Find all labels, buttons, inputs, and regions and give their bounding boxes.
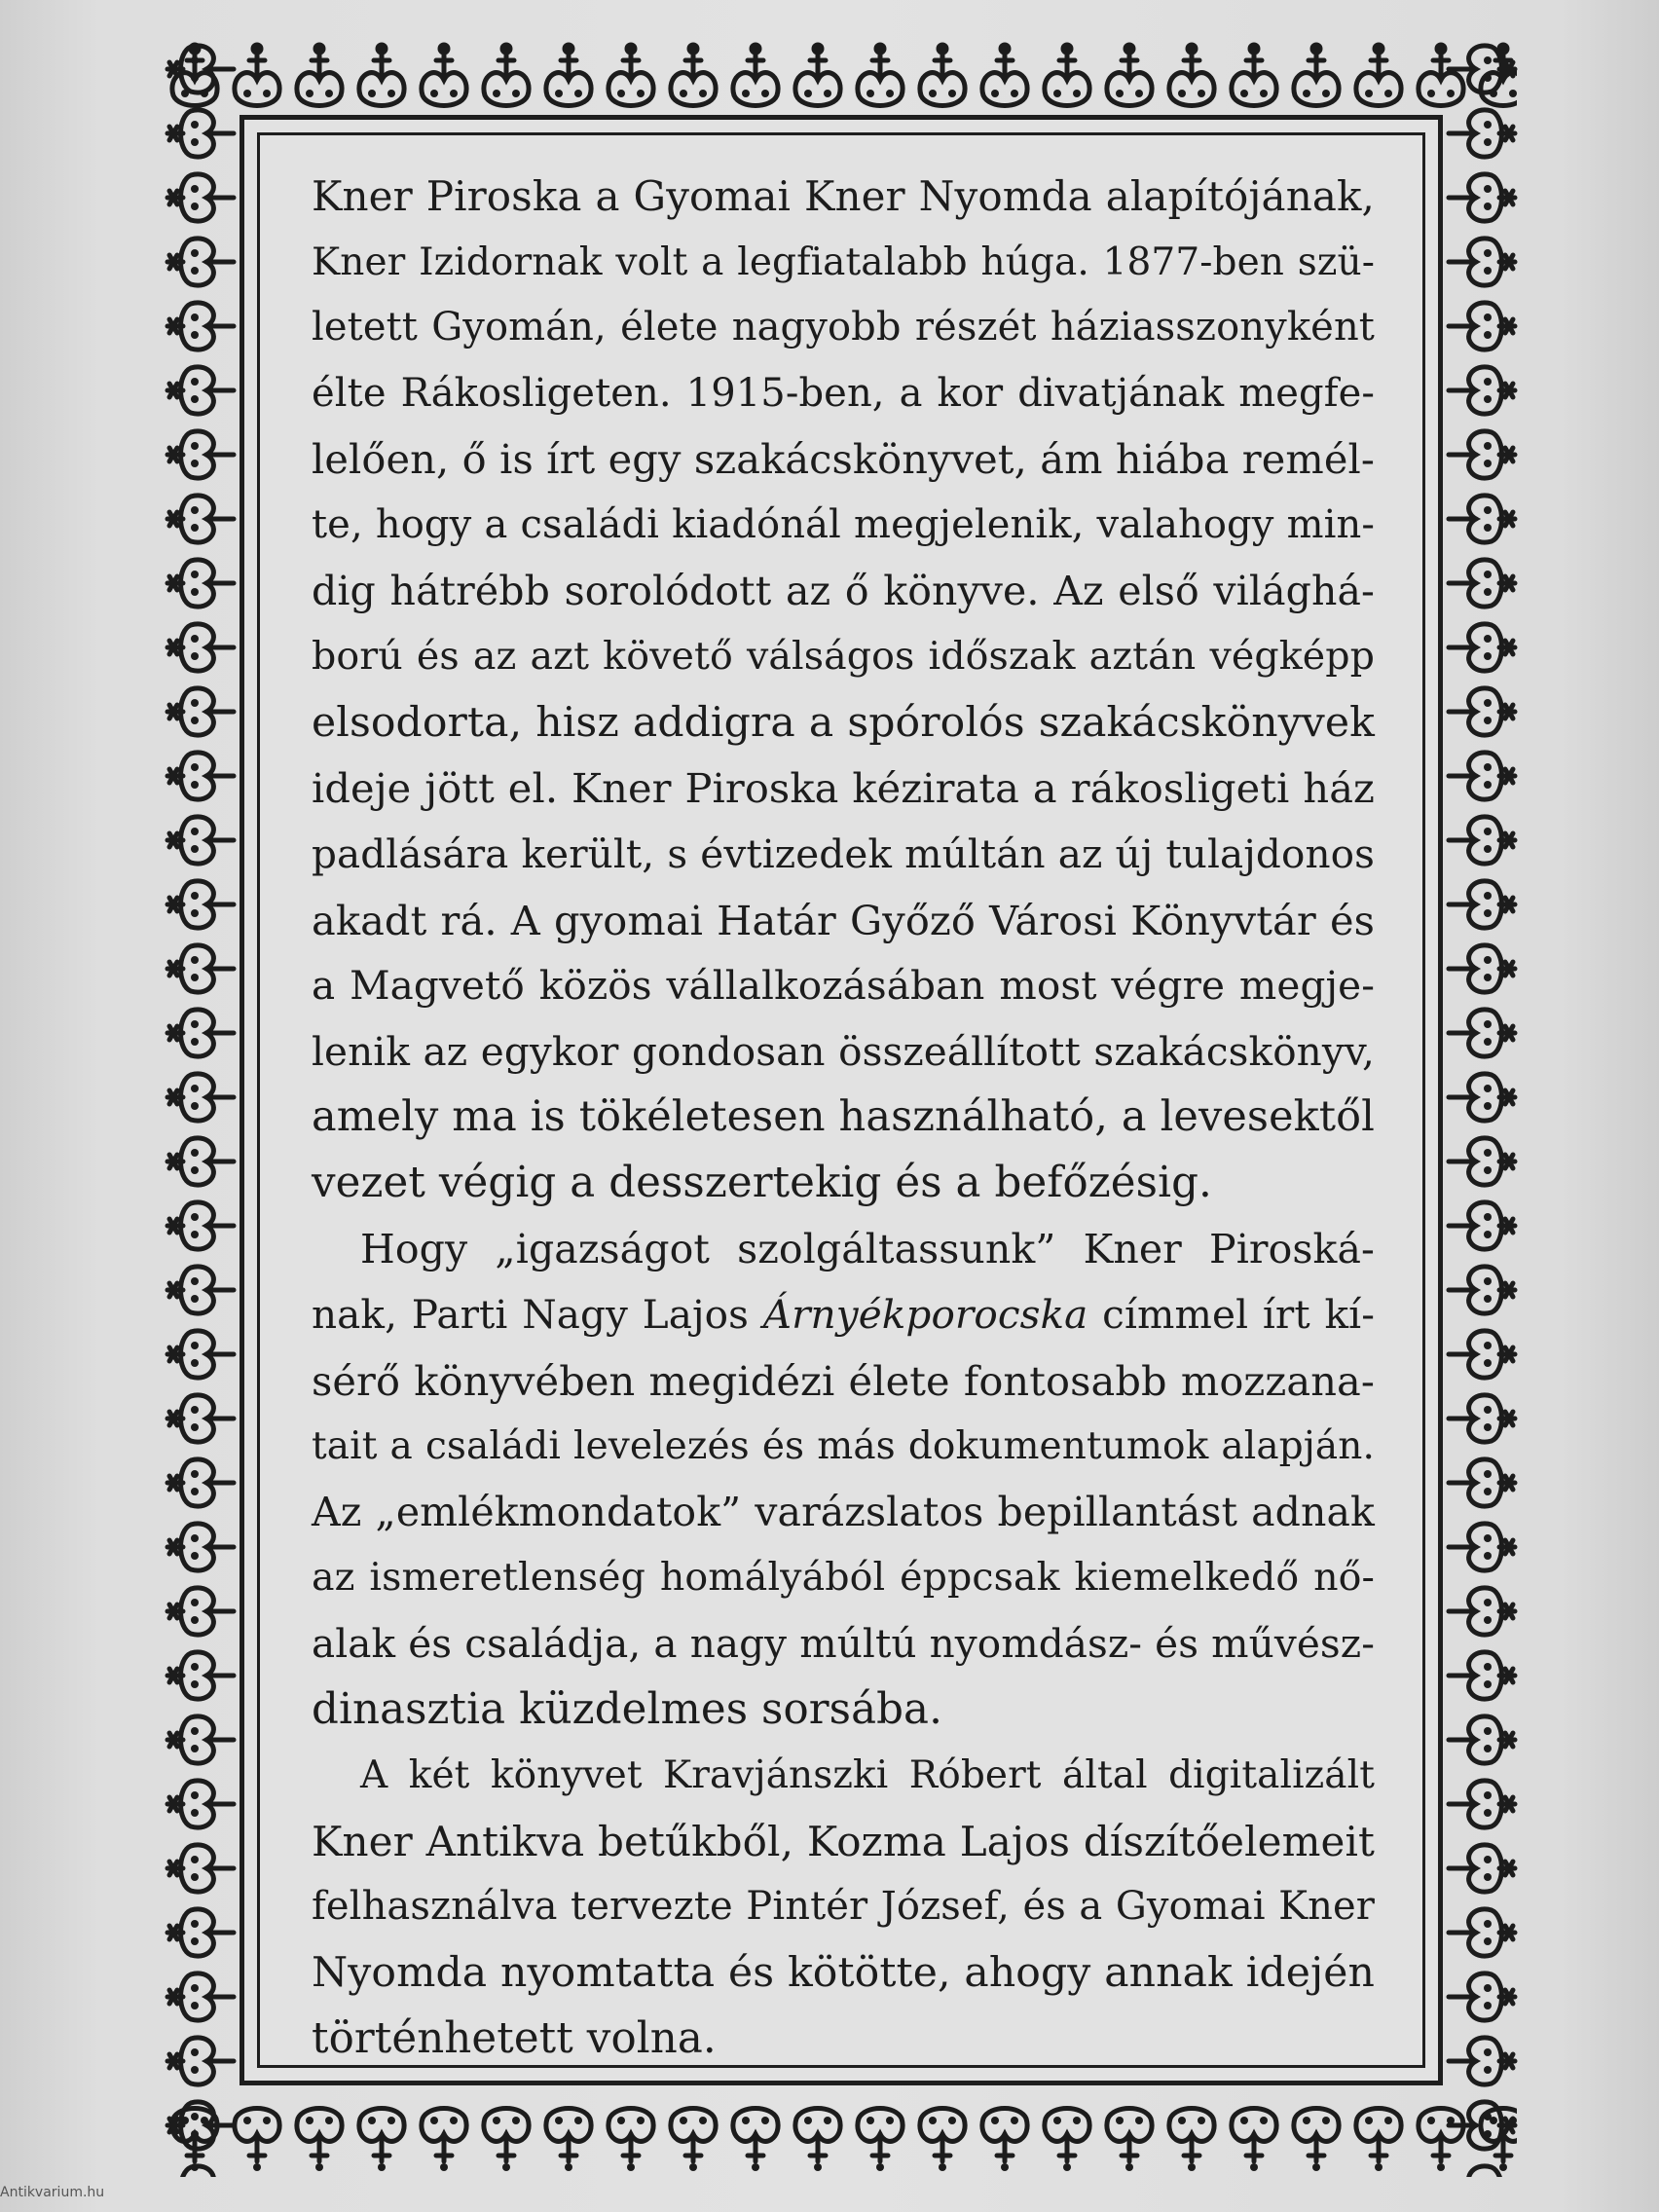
text-line: Az „emlékmondatok” varázslatos bepillantást adnak	[312, 1488, 1375, 1535]
body-text	[312, 164, 1375, 2072]
text-fragment: nak, Parti Nagy Lajos	[312, 1291, 763, 1339]
text-line: ború és az azt követő válságos időszak aztán végképp	[312, 634, 1375, 680]
ornamental-border-right-icon	[1433, 37, 1527, 2177]
text-line: dinasztia küzdelmes sorsába.	[312, 1684, 943, 1734]
ornamental-border-bottom-icon	[164, 2083, 1517, 2177]
text-line: akadt rá. A gyomai Határ Győző Városi Könyvtár és	[312, 896, 1375, 944]
text-line: Kner Izidornak volt a legfiatalabb húga. 1877-ben szü-	[312, 240, 1375, 284]
text-line: élte Rákosligeten. 1915-ben, a kor divatjának megfe-	[312, 370, 1375, 416]
text-line-with-title	[312, 1282, 1375, 1348]
watermark-text: Antikvarium.hu	[0, 2185, 105, 2200]
text-line: elsodorta, hisz addigra a spórolós szakácskönyvek	[312, 698, 1375, 747]
text-line: amely ma is tökéletesen használható, a levesektől	[312, 1092, 1375, 1142]
text-line: tait a családi levelezés és más dokumentumok alapján.	[312, 1424, 1375, 1469]
text-line: Kner Piroska a Gyomai Kner Nyomda alapítójának,	[312, 172, 1375, 220]
paragraph-2	[312, 1217, 1375, 1744]
text-line: vezet végig a desszertekig és a befőzésig.	[312, 1158, 1212, 1207]
text-line: felhasználva tervezte Pintér József, és a Gyomai Kner	[312, 1884, 1375, 1930]
text-line: A két könyvet Kravjánszki Róbert által digitalizált	[360, 1753, 1375, 1798]
text-line: a Magvető közös vállalkozásában most végre megje-	[312, 962, 1375, 1010]
text-line: te, hogy a családi kiadónál megjelenik, valahogy min-	[312, 501, 1375, 547]
text-line: Kner Antikva betűkből, Kozma Lajos díszítőelemeit	[312, 1817, 1375, 1865]
text-line: letett Gyomán, élete nagyobb részét háziasszonyként	[312, 305, 1375, 350]
text-line: az ismeretlenség homályából éppcsak kiemelkedő nő-	[312, 1555, 1375, 1601]
text-line: ideje jött el. Kner Piroska kézirata a rákosligeti ház	[312, 764, 1375, 813]
text-line: lenik az egykor gondosan összeállított szakácskönyv,	[312, 1027, 1375, 1075]
text-line: lelően, ő is írt egy szakácskönyvet, ám hiába remél-	[312, 435, 1375, 484]
text-line: Nyomda nyomtatta és kötötte, ahogy annak idején	[312, 1949, 1375, 1998]
text-fragment: címmel írt kí-	[1088, 1291, 1375, 1339]
paragraph-3	[312, 1743, 1375, 2072]
paragraph-1	[312, 164, 1375, 1217]
text-line: sérő könyvében megidézi élete fontosabb mozzana-	[312, 1356, 1375, 1405]
ornamental-border-left-icon	[156, 37, 249, 2177]
text-line: Hogy „igazságot szolgáltassunk” Kner Piroská-	[360, 1225, 1375, 1272]
text-line: történhetett volna.	[312, 2013, 717, 2063]
text-line: alak és családja, a nagy múltú nyomdász- és művész-	[312, 1620, 1375, 1668]
text-line: padlására került, s évtizedek múltán az új tulajdonos	[312, 830, 1375, 877]
book-title: Árnyékporocska	[762, 1291, 1088, 1339]
text-line: dig hátrébb sorolódott az ő könyve. Az első világhá-	[312, 567, 1375, 614]
ornamental-border-top-icon	[164, 37, 1517, 125]
